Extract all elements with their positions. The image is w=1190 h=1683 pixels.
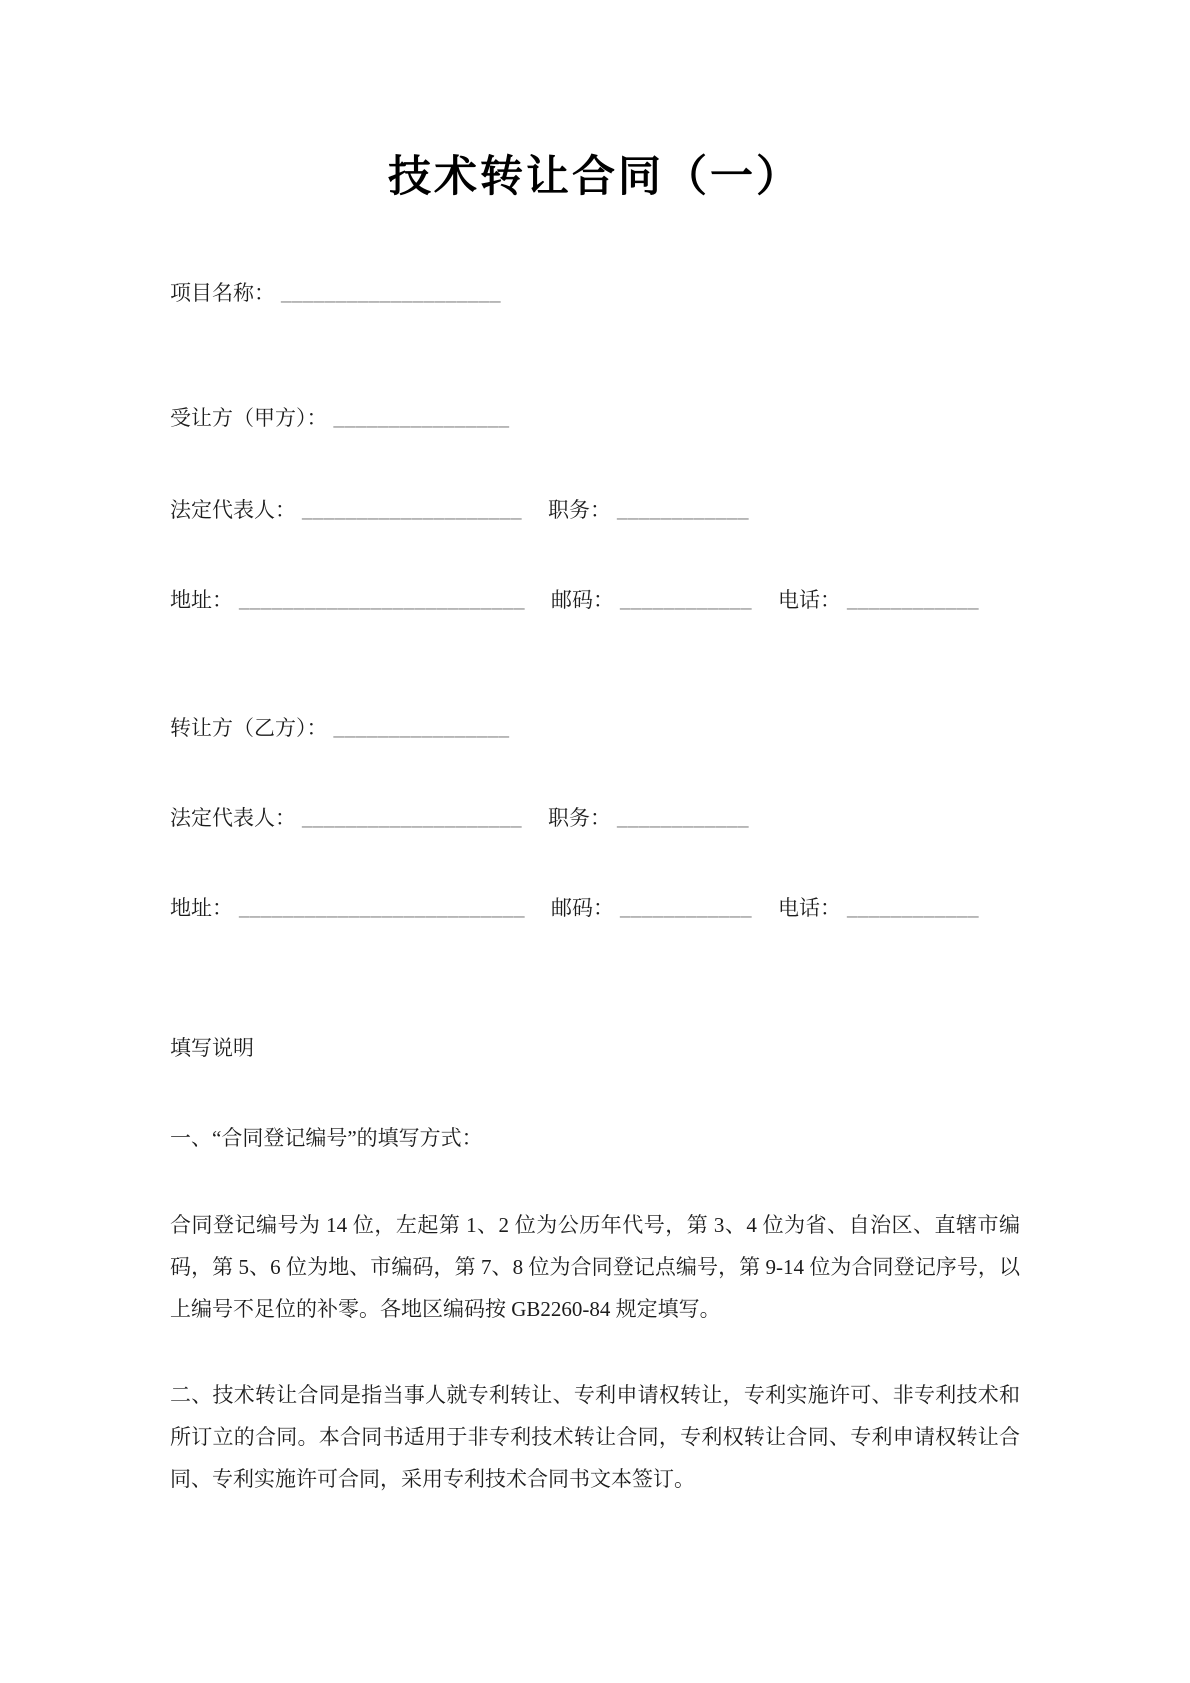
project-name-blank[interactable]: ____________________ bbox=[281, 281, 501, 306]
notes-item1-title: 一、“合同登记编号”的填写方式： bbox=[170, 1126, 483, 1151]
party-b-duty-label: 职务： bbox=[548, 806, 611, 831]
party-b-phone-blank[interactable]: ____________ bbox=[847, 896, 979, 921]
notes-item1-body: 合同登记编号为 14 位，左起第 1、2 位为公历年代号，第 3、4 位为省、自治区、直辖市编码，第 5、6 位为地、市编码，第 7、8 位为合同登记点编号，第 9-14 位为合同登记序号，以上编号不足位的补零。各地区编码按 GB2260-84 规定填写。 bbox=[170, 1213, 1020, 1322]
party-a-representative-blank[interactable]: ____________________ bbox=[302, 498, 522, 523]
party-a-representative-label: 法定代表人： bbox=[170, 498, 296, 523]
party-b-phone-label: 电话： bbox=[778, 896, 841, 921]
party-b-address-blank[interactable]: __________________________ bbox=[239, 896, 525, 921]
party-b-label: 转让方（乙方）： bbox=[170, 716, 328, 741]
party-a-label: 受让方（甲方）： bbox=[170, 406, 328, 431]
notes-heading: 填写说明 bbox=[170, 1036, 254, 1061]
party-b-duty-blank[interactable]: ____________ bbox=[617, 806, 749, 831]
field-line-party-a-address bbox=[170, 586, 1020, 614]
field-line-party-b-representative bbox=[170, 804, 1020, 832]
project-name-label: 项目名称： bbox=[170, 281, 275, 306]
field-line-party-b-address bbox=[170, 894, 1020, 922]
party-b-zip-label: 邮码： bbox=[551, 896, 614, 921]
field-line-party-b bbox=[170, 714, 1020, 742]
notes-item2-body: 二、技术转让合同是指当事人就专利转让、专利申请权转让，专利实施许可、非专利技术和所订立的合同。本合同书适用于非专利技术转让合同，专利权转让合同、专利申请权转让合同、专利实施许可合同，采用专利技术合同书文本签订。 bbox=[170, 1383, 1020, 1492]
party-b-representative-blank[interactable]: ____________________ bbox=[302, 806, 522, 831]
field-line-project-name bbox=[170, 279, 1020, 307]
party-a-zip-blank[interactable]: ____________ bbox=[620, 588, 752, 613]
party-b-zip-blank[interactable]: ____________ bbox=[620, 896, 752, 921]
party-a-duty-label: 职务： bbox=[548, 498, 611, 523]
page-title: 技术转让合同（一） bbox=[388, 154, 802, 201]
party-a-duty-blank[interactable]: ____________ bbox=[617, 498, 749, 523]
party-a-address-blank[interactable]: __________________________ bbox=[239, 588, 525, 613]
field-line-party-a bbox=[170, 404, 1020, 432]
party-a-phone-blank[interactable]: ____________ bbox=[847, 588, 979, 613]
party-b-address-label: 地址： bbox=[170, 896, 233, 921]
party-a-blank[interactable]: ________________ bbox=[333, 406, 510, 431]
party-b-representative-label: 法定代表人： bbox=[170, 806, 296, 831]
party-a-zip-label: 邮码： bbox=[551, 588, 614, 613]
party-b-blank[interactable]: ________________ bbox=[333, 716, 510, 741]
party-a-phone-label: 电话： bbox=[778, 588, 841, 613]
party-a-address-label: 地址： bbox=[170, 588, 233, 613]
field-line-party-a-representative bbox=[170, 496, 1020, 524]
